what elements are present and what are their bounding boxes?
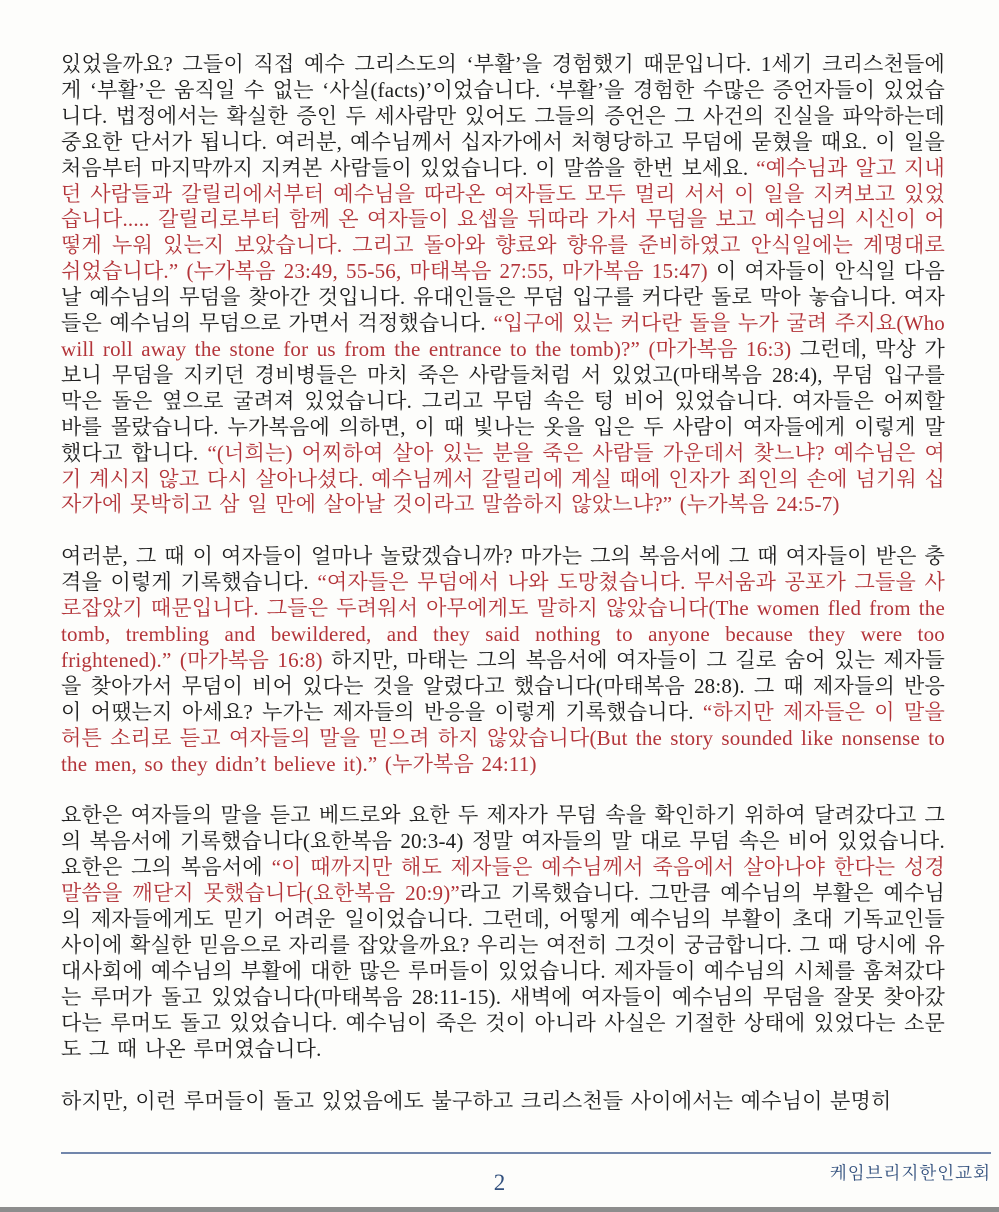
text-segment-red: “(너희는) 어찌하여 살아 있는 분을 죽은 사람들 가운데서 찾느냐? 예수님은 여기 계시지 않고 다시 살아나셨다. 예수님께서 갈릴리에 계실 때에 인자가 죄인의 손에 넘기워 십자가에 못박히고 삼 일 만에 살아날 것이라고 말씀하지 않았느냐?” (누가복음 24:5-7) (61, 440, 946, 517)
text-segment-black: 그런데, 막상 가 보니 무덤을 지키던 경비병들은 마치 죽은 사람들처럼 서 있었고(마태복음 28:4), 무덤 입구를 막은 돌은 옆으로 굴려져 있었습니다. 그리고 무덤 속은 텅 비어 있었습니다. 여자들은 어찌할 바를 몰랐습니다. 누가복음에 의하면, 이 때 빛나는 옷을 입은 두 사람이 여자들에게 이렇게 말했다고 합니다. (61, 336, 945, 465)
text-segment-red: “하지만 제자들은 이 말을 허튼 소리로 듣고 여자들의 말을 믿으려 하지 않았습니다(But the story sounded like nonsense to the men, so they didn’t believe it).” (누가복음 24:11) (61, 699, 945, 776)
document-body (61, 52, 945, 1114)
paragraph-3 (61, 803, 945, 1062)
footer-divider (61, 1152, 991, 1154)
text-segment-black: 하지만, 이런 루머들이 돌고 있었음에도 불구하고 크리스천들 사이에서는 예수님이 분명히 (61, 1088, 892, 1113)
paragraph-2 (61, 544, 945, 777)
footer-organization: 케임브리지한인교회 (829, 1163, 991, 1183)
paragraph-1 (61, 52, 945, 518)
scan-bottom-edge (0, 1207, 999, 1212)
paragraph-4 (61, 1089, 945, 1115)
text-segment-red: “예수님과 알고 지내던 사람들과 갈릴리에서부터 예수님을 따라온 여자들도 모두 멀리 서서 이 일을 지켜보고 있었습니다..... 갈릴리로부터 함께 온 여자들이 요셉을 뒤따라 가서 무덤을 보고 예수님의 시신이 어떻게 누워 있는지 보았습니다. 그리고 돌아와 향료와 향유를 준비하였고 안식일에는 계명대로 쉬었습니다.” (누가복음 23:49, 55-56, 마태복음 27:55, 마가복음 15:47) (61, 155, 946, 284)
text-segment-black: 요한은 여자들의 말을 듣고 베드로와 요한 두 제자가 무덤 속을 확인하기 위하여 달려갔다고 그의 복음서에 기록했습니다(요한복음 20:3-4) 정말 여자들의 말 대로 무덤 속은 비어 있었습니다. 요한은 그의 복음서에 (61, 803, 945, 880)
page-number: 2 (493, 1170, 506, 1195)
text-segment-red: “입구에 있는 커다란 돌을 누가 굴려 주지요(Who will roll away the stone for us from the entrance to the tomb)?” (마가복음 16:3) (61, 311, 945, 361)
text-segment-black: 여러분, 그 때 이 여자들이 얼마나 놀랐겠습니까? 마가는 그의 복음서에 그 때 여자들이 받은 충격을 이렇게 기록했습니다. (61, 544, 945, 595)
text-segment-red: “이 때까지만 해도 제자들은 예수님께서 죽음에서 살아나야 한다는 성경 말씀을 깨닫지 못했습니다(요한복음 20:9)” (61, 855, 945, 906)
text-segment-black: 있었을까요? 그들이 직접 예수 그리스도의 ‘부활’을 경험했기 때문입니다. 1세기 크리스천들에게 ‘부활’은 움직일 수 없는 ‘사실(facts)’이었습니다. ‘부활’을 경험한 수많은 증언자들이 있었습니다. 법정에서는 확실한 증인 두 세사람만 있어도 그들의 증언은 그 사건의 진실을 파악하는데 중요한 단서가 됩니다. 여러분, 예수님께서 십자가에서 처형당하고 무덤에 묻혔을 때요. 이 일을 처음부터 마지막까지 지켜본 사람들이 있었습니다. 이 말씀을 한번 보세요. (61, 52, 945, 180)
text-segment-black: 이 여자들이 안식일 다음 날 예수님의 무덤을 찾아간 것입니다. 유대인들은 무덤 입구를 커다란 돌로 막아 놓습니다. 여자들은 예수님의 무덤으로 가면서 걱정했습니다. (61, 259, 945, 336)
text-segment-black: 라고 기록했습니다. 그만큼 예수님의 부활은 예수님의 제자들에게도 믿기 어려운 일이었습니다. 그런데, 어떻게 예수님의 부활이 초대 기독교인들 사이에 확실한 믿음으로 자리를 잡았을까요? 우리는 여전히 그것이 궁금합니다. 그 때 당시에 유대사회에 예수님의 부활에 대한 많은 루머들이 있었습니다. 제자들이 예수님의 시체를 훔쳐갔다는 루머가 돌고 있었습니다(마태복음 28:11-15). 새벽에 여자들이 예수님의 무덤을 잘못 찾아갔다는 루머도 돌고 있었습니다. 예수님이 죽은 것이 아니라 사실은 기절한 상태에 있었다는 소문도 그 때 나온 루머였습니다. (61, 881, 946, 1061)
text-segment-black: 하지만, 마태는 그의 복음서에 여자들이 그 길로 숨어 있는 제자들을 찾아가서 무덤이 비어 있다는 것을 알렸다고 했습니다(마태복음 28:8). 그 때 제자들의 반응이 어땠는지 아세요? 누가는 제자들의 반응을 이렇게 기록했습니다. (61, 647, 945, 724)
text-segment-red: “여자들은 무덤에서 나와 도망쳤습니다. 무서움과 공포가 그들을 사로잡았기 때문입니다. 그들은 두려워서 아무에게도 말하지 않았습니다(The women fled from the tomb, trembling and bewildered, and they said nothing to anyone because they were too frightened).” (마가복음 16:8) (61, 570, 945, 672)
